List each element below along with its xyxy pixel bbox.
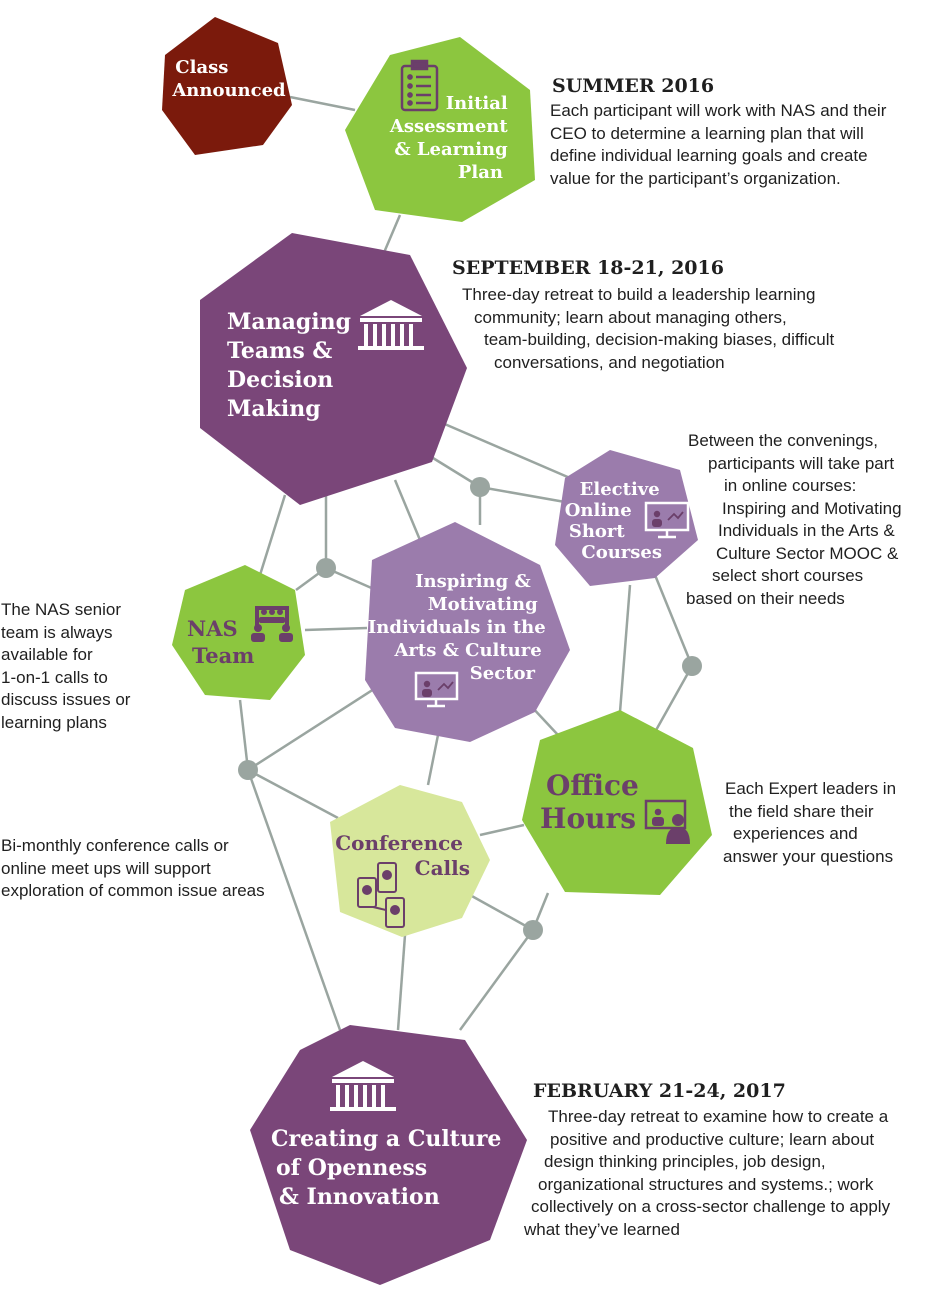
node-inspiring: [365, 522, 570, 742]
node-label-line: NAS: [187, 616, 238, 641]
description-line: the field share their: [729, 801, 874, 821]
node-label-line: Plan: [457, 162, 503, 183]
node-conference-calls: [330, 785, 490, 937]
description-line: select short courses: [712, 566, 864, 585]
node-label-line: & Learning: [394, 139, 508, 160]
node-class-announced: [162, 17, 292, 155]
between-description: [686, 430, 902, 610]
description-line: learning plans: [1, 712, 107, 732]
node-label-line: Office: [546, 769, 639, 802]
node-label-line: Initial: [445, 93, 508, 114]
description-line: available for: [1, 645, 93, 664]
node-label-line: Managing: [227, 309, 351, 335]
description-line: community; learn about managing others,: [474, 307, 787, 327]
node-label-line: Short: [568, 521, 625, 542]
description-line: online meet ups will support: [1, 858, 211, 878]
node-label-line: Individuals in the: [367, 617, 546, 638]
description-line: what they’ve learned: [524, 1219, 680, 1239]
summer-heading: SUMMER 2016: [552, 75, 715, 97]
description-line: in online courses:: [724, 476, 857, 495]
description-line: exploration of common issue areas: [1, 881, 265, 900]
description-line: Culture Sector MOOC &: [716, 543, 899, 563]
junction-dot: [316, 558, 336, 578]
description-line: team is always: [1, 622, 113, 642]
junction-dot: [523, 920, 543, 940]
svg-text:Office Hours: [540, 769, 649, 835]
description-line: experiences and: [733, 824, 858, 843]
february-heading: FEBRUARY 21-24, 2017: [533, 1080, 786, 1102]
description-line: organizational structures and systems.; work: [538, 1174, 874, 1194]
junction-dot: [238, 760, 258, 780]
description-line: value for the participant’s organization.: [550, 168, 841, 188]
node-label-line: & Innovation: [279, 1184, 440, 1210]
description-line: discuss issues or: [1, 690, 131, 709]
node-label-line: Conference: [335, 831, 464, 855]
expert-description: [723, 778, 896, 868]
description-line: positive and productive culture; learn about: [550, 1129, 875, 1149]
description-line: collectively on a cross-sector challenge to apply: [531, 1197, 891, 1216]
bimonthly-description: [1, 835, 265, 903]
description-line: CEO to determine a learning plan that will: [550, 123, 864, 143]
node-label-line: Assessment: [389, 116, 508, 137]
node-label-line: Motivating: [427, 594, 538, 615]
node-nas-team: [172, 565, 305, 700]
node-label-line: Elective: [579, 479, 660, 500]
node-label-line: Courses: [581, 542, 662, 563]
description-line: Each participant will work with NAS and their: [550, 101, 887, 120]
node-label-line: Making: [227, 396, 321, 422]
nas-senior-description: [1, 599, 130, 734]
description-line: Bi-monthly conference calls or: [1, 836, 229, 855]
description-line: 1-on-1 calls to: [1, 667, 108, 687]
description-line: design thinking principles, job design,: [544, 1152, 826, 1171]
description-line: Three-day retreat to examine how to create a: [548, 1107, 889, 1126]
description-line: Three-day retreat to build a leadership learning: [462, 285, 816, 304]
node-label-line: Hours: [540, 802, 637, 835]
junction-dot: [682, 656, 702, 676]
node-label-line: Decision: [227, 367, 334, 393]
february-description: [524, 1106, 890, 1241]
node-initial-assessment: [345, 37, 535, 222]
node-label-line: Online: [564, 500, 632, 521]
description-line: Each Expert leaders in: [725, 779, 897, 798]
description-line: based on their needs: [686, 588, 845, 608]
description-line: Individuals in the Arts &: [718, 521, 895, 540]
summer-description: [550, 100, 886, 190]
node-label-line: Team: [192, 643, 255, 668]
description-line: answer your questions: [723, 846, 894, 866]
node-managing-teams: [200, 233, 467, 505]
node-label-line: Announced: [172, 80, 286, 101]
description-line: team-building, decision-making biases, difficult: [484, 330, 835, 349]
node-label-line: Class: [175, 57, 229, 78]
september-heading: SEPTEMBER 18-21, 2016: [452, 257, 724, 279]
node-label-line: Inspiring &: [415, 571, 531, 592]
node-label-line: Creating a Culture: [271, 1126, 502, 1152]
description-line: The NAS senior: [1, 600, 121, 619]
description-line: Inspiring and Motivating: [722, 498, 902, 518]
node-office-hours: [522, 710, 712, 895]
node-label-line: Arts & Culture: [394, 640, 542, 661]
description-line: Between the convenings,: [688, 431, 878, 450]
junction-dot: [470, 477, 490, 497]
node-elective-online: [555, 450, 698, 586]
description-line: define individual learning goals and create: [550, 146, 868, 165]
description-line: participants will take part: [708, 453, 895, 473]
node-label-line: Teams &: [227, 338, 333, 364]
september-description: [462, 284, 834, 374]
node-label-line: Sector: [469, 663, 535, 684]
node-label-line: of Openness: [276, 1155, 428, 1181]
node-creating-culture: [250, 1025, 527, 1285]
description-line: conversations, and negotiation: [494, 352, 725, 372]
node-label-line: Calls: [414, 856, 470, 880]
